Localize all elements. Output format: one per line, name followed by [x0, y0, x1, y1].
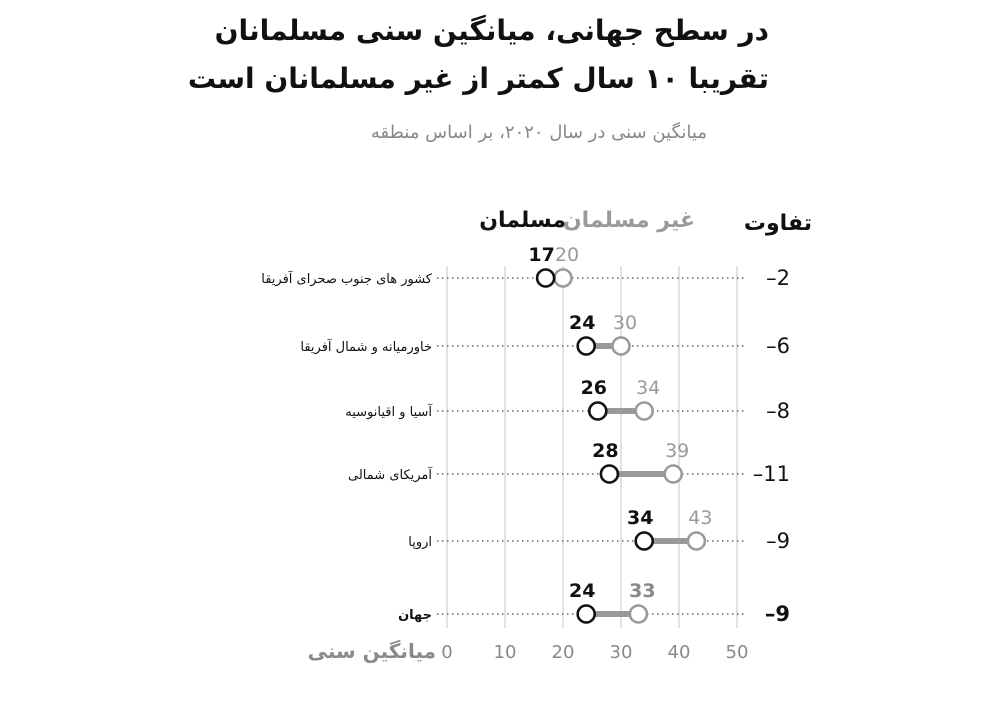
- category-label: آسیا و اقیانوسیه: [345, 405, 432, 420]
- chart-subtitle: میانگین سنی در سال ۲۰۲۰، بر اساس منطقه: [370, 122, 707, 143]
- x-axis-ticks: [441, 642, 748, 663]
- difference-value: –6: [766, 334, 790, 358]
- difference-value: –8: [766, 399, 790, 423]
- difference-value: –9: [764, 602, 790, 626]
- muslim-point: [578, 338, 595, 355]
- non-muslim-data-label: 20: [554, 244, 580, 266]
- muslim-point: [589, 403, 606, 420]
- category-rows: [261, 244, 790, 626]
- x-tick-label: 20: [551, 642, 575, 663]
- muslim-point: [636, 533, 653, 550]
- muslim-point: [578, 606, 595, 623]
- chart-title-line-2: تقریبا ۱۰ سال کمتر از غیر مسلمانان است: [187, 62, 769, 95]
- muslim-data-label: 24: [568, 312, 596, 334]
- non-muslim-point: [688, 533, 705, 550]
- legend-muslim: مسلمان: [479, 208, 566, 233]
- non-muslim-point: [630, 606, 647, 623]
- non-muslim-point: [636, 403, 653, 420]
- difference-value: –9: [766, 529, 790, 553]
- muslim-data-label: 28: [592, 440, 619, 462]
- muslim-data-label: 34: [626, 507, 654, 529]
- muslim-point: [537, 270, 554, 287]
- category-label: اروپا: [408, 535, 432, 550]
- x-tick-label: 30: [609, 642, 633, 663]
- legend-non-muslim: غیر مسلمان: [562, 208, 695, 233]
- chart-title-line-1: در سطح جهانی، میانگین سنی مسلمانان: [214, 14, 769, 47]
- difference-column-header: تفاوت: [743, 211, 812, 236]
- non-muslim-point: [555, 270, 572, 287]
- non-muslim-data-label: 39: [665, 440, 690, 462]
- muslim-data-label: 24: [568, 580, 596, 602]
- non-muslim-data-label: 43: [688, 507, 713, 529]
- x-axis-label: میانگین سنی: [307, 639, 436, 663]
- non-muslim-point: [613, 338, 630, 355]
- muslim-data-label: 17: [528, 244, 555, 266]
- muslim-data-label: 26: [580, 377, 608, 399]
- x-tick-label: 40: [667, 642, 691, 663]
- difference-value: –2: [766, 266, 790, 290]
- non-muslim-data-label: 30: [612, 312, 638, 334]
- x-tick-label: 10: [493, 642, 517, 663]
- non-muslim-data-label: 33: [629, 580, 656, 602]
- category-label: آمریکای شمالی: [348, 468, 432, 483]
- muslim-point: [601, 466, 618, 483]
- difference-value: –11: [752, 462, 790, 486]
- category-label: کشور های جنوب صحرای آفریقا: [261, 272, 432, 287]
- x-tick-label: 0: [441, 642, 453, 663]
- category-label: جهان: [398, 608, 432, 623]
- category-label: خاورمیانه و شمال آفریقا: [300, 340, 432, 355]
- non-muslim-point: [665, 466, 682, 483]
- non-muslim-data-label: 34: [636, 377, 661, 399]
- x-tick-label: 50: [725, 642, 749, 663]
